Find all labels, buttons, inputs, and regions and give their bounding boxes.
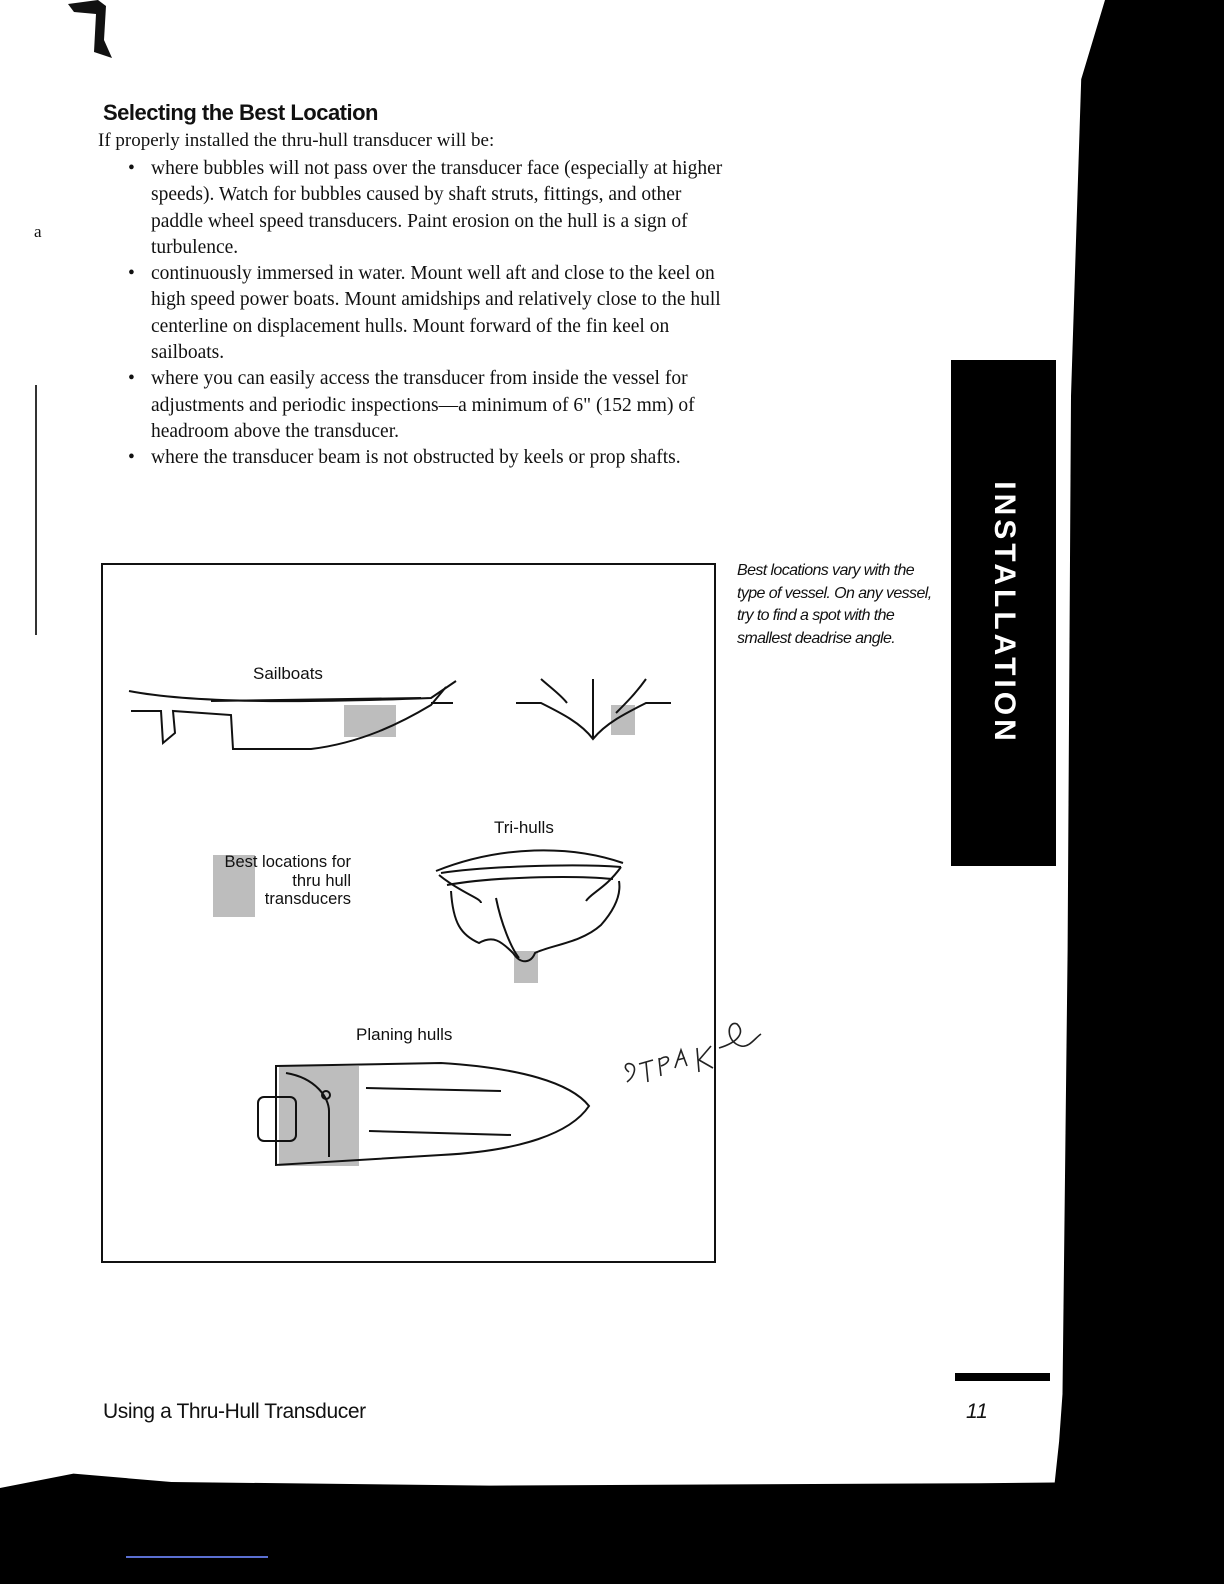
legend-line: Best locations for bbox=[224, 853, 351, 871]
legend-line: thru hull bbox=[292, 871, 351, 890]
sailboat-side-view bbox=[129, 681, 456, 749]
footer-rule bbox=[955, 1373, 1050, 1381]
section-heading: Selecting the Best Location bbox=[103, 100, 378, 125]
bullet-text: continuously immersed in water. Mount well aft and close to the keel on high speed power boats. Mount amidships and relatively close to the hull centerline on displacement hulls. Mount forward of the fin keel on sailboats. bbox=[151, 263, 721, 364]
planing-hull-view bbox=[258, 1063, 589, 1166]
trihulls-label: Tri-hulls bbox=[494, 818, 554, 837]
bottom-underline bbox=[126, 1556, 268, 1558]
footer-title: Using a Thru-Hull Transducer bbox=[103, 1400, 366, 1423]
page-number: 11 bbox=[966, 1400, 988, 1423]
list-item bbox=[128, 156, 728, 261]
handwritten-note bbox=[615, 1012, 765, 1092]
figure-caption: Best locations vary with the type of vessel. On any vessel, try to find a spot with the smallest deadrise angle. bbox=[737, 562, 932, 647]
bullet-glyph: • bbox=[128, 158, 135, 179]
bullet-text: where you can easily access the transducer from inside the vessel for adjustments and periodic inspections—a minimum of 6" (152 mm) of headroom above the transducer. bbox=[151, 368, 695, 442]
section-tab bbox=[951, 360, 1056, 866]
planing-hulls-label: Planing hulls bbox=[356, 1025, 453, 1044]
bullet-text: where bubbles will not pass over the transducer face (especially at higher speeds). Watch for bubbles caused by shaft struts, fittings, and other paddle wheel speed transducers. Paint erosion on the hull is a sign of turbulence. bbox=[151, 158, 723, 258]
bullet-glyph: • bbox=[128, 447, 135, 469]
scan-edge-right bbox=[1054, 0, 1224, 1584]
bullet-list bbox=[128, 156, 728, 472]
trihull-view bbox=[436, 850, 623, 983]
bullet-glyph: • bbox=[128, 263, 135, 285]
hull-diagrams bbox=[101, 563, 716, 1263]
sailboats-label: Sailboats bbox=[253, 664, 323, 683]
scan-corner-mark bbox=[68, 0, 116, 60]
margin-rule bbox=[35, 385, 37, 635]
list-item bbox=[128, 261, 728, 366]
intro-text: If properly installed the thru-hull transducer will be: bbox=[98, 130, 495, 151]
legend-line: transducers bbox=[264, 890, 351, 908]
sailboat-cross-section bbox=[516, 679, 671, 739]
list-item bbox=[128, 366, 728, 445]
bullet-text: where the transducer beam is not obstructed by keels or prop shafts. bbox=[151, 447, 681, 469]
margin-mark: a bbox=[34, 222, 42, 241]
bullet-glyph: • bbox=[128, 368, 135, 390]
scan-edge-bottom bbox=[0, 1464, 1224, 1584]
section-tab-label: INSTALLATION bbox=[987, 481, 1021, 745]
list-item bbox=[128, 445, 728, 471]
